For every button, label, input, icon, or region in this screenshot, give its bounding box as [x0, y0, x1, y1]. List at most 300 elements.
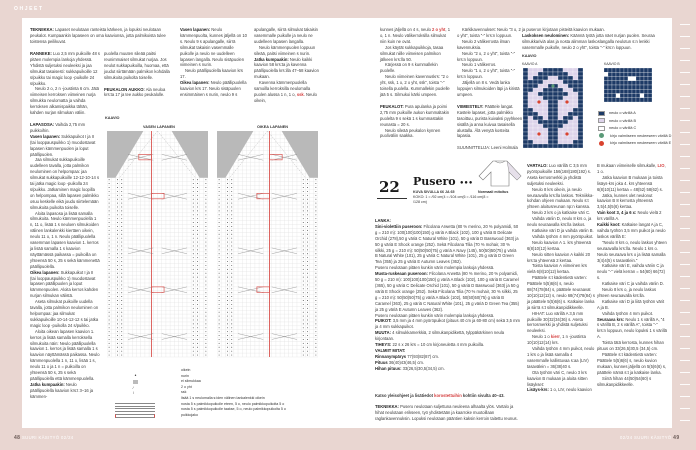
- paragraph-text: Pusero neulotaan pitäen kunkin värin molempia lankoja yhdessä.: [375, 265, 495, 271]
- chart-b-cell: [640, 98, 644, 102]
- purl-mark: [303, 284, 304, 285]
- purl-mark: [205, 304, 206, 305]
- chart-a-cell: [548, 144, 553, 148]
- purl-mark: [117, 327, 118, 328]
- purl-mark: [193, 308, 194, 309]
- size-index-strip: [672, 18, 696, 428]
- paragraph-text: Neulo vielä 2 krs värillä A.: [597, 210, 662, 222]
- chart-a-cell: [553, 112, 558, 116]
- purl-mark: [307, 257, 308, 258]
- chart-a-cell: [553, 140, 558, 144]
- chart-a-cell: [533, 88, 538, 92]
- purl-mark: [219, 355, 220, 356]
- purl-mark: [121, 331, 122, 332]
- chart-b-cell: [636, 68, 640, 72]
- chart-b-cell: [636, 81, 640, 85]
- paragraph-text: kunnes jäljellä on 4 s, neulo: [380, 27, 433, 32]
- purl-mark: [205, 320, 206, 321]
- purl-mark: [197, 242, 198, 243]
- chart-a-cell: [528, 128, 533, 132]
- purl-mark: [219, 226, 220, 227]
- paragraph-text: Sukkapuikot I ja II (tai looppauspuikko 1) muodostavat lapasen päällipuolen ja loput kämmenpuolen. Aloita kerros kahden nurjan silmukan välistä.: [30, 269, 99, 299]
- purl-mark: [197, 218, 198, 219]
- purl-mark: [109, 281, 110, 282]
- chart-b-cell: [608, 85, 612, 89]
- purl-mark: [121, 183, 122, 184]
- chart-a-cell: [543, 108, 548, 112]
- size-tab-divider: [680, 120, 690, 121]
- paragraph-text: Jatka, kunnes olet neulonut kaavion B 8 kerrosta yhteensä 3,5(4,5)5(6) kertaa.: [597, 192, 653, 210]
- chart-a-cell: [573, 76, 578, 80]
- purl-mark: [193, 203, 194, 204]
- chart-a-cell: [533, 92, 538, 96]
- purl-mark: [117, 218, 118, 219]
- purl-mark: [197, 288, 198, 289]
- purl-mark: [117, 355, 118, 356]
- purl-mark: [303, 195, 304, 196]
- purl-mark: [117, 245, 118, 246]
- purl-mark: [193, 284, 194, 285]
- purl-mark: [231, 312, 232, 313]
- purl-mark: [231, 351, 232, 352]
- purl-mark: [303, 199, 304, 200]
- paragraph: [527, 275, 595, 310]
- purl-mark: [315, 226, 316, 227]
- purl-mark: [219, 323, 220, 324]
- chart-a-cell: [578, 88, 583, 92]
- paragraph: [254, 80, 322, 104]
- chart-a-cell: [543, 144, 548, 148]
- colour-legend: [598, 110, 678, 148]
- purl-mark: [193, 222, 194, 223]
- purl-mark: [205, 335, 206, 336]
- chart-b-cell: [620, 94, 624, 98]
- chart-b-cell: [632, 98, 636, 102]
- purl-mark: [109, 179, 110, 180]
- purl-mark: [231, 320, 232, 321]
- purl-mark: [197, 296, 198, 297]
- paragraph-text: Toista tätä kerrosta, kunnes hihan pituus on 33(26,5)30,5 (34,5) cm.: [597, 340, 664, 352]
- materials-block: [375, 218, 520, 372]
- purl-mark: [205, 327, 206, 328]
- size-tab-divider: [680, 264, 690, 265]
- purl-mark: [307, 351, 308, 352]
- chart-a-cell: [558, 120, 563, 124]
- purl-mark: [109, 277, 110, 278]
- purl-mark: [197, 222, 198, 223]
- purl-mark: [205, 351, 206, 352]
- chart-b-cell: [628, 77, 632, 81]
- chart-a-cell: [558, 96, 563, 100]
- chart-a-cell: [548, 128, 553, 132]
- purl-mark: [219, 281, 220, 282]
- purl-mark: [231, 304, 232, 305]
- chart-a-cell: [558, 128, 563, 132]
- chart-a-cell: [548, 88, 553, 92]
- purl-mark: [307, 195, 308, 196]
- chart-a-cell: [578, 132, 583, 136]
- paragraph-text: Neulo 2 o, 2 n -joustinta 6 cm. Jätä viimeisen kerroksen viimeinen nurja silmukka neulomatta ja vaihda kerroksen alkamispaikka tähän, kahden nurjan silmukan väliin.: [30, 86, 99, 116]
- highlight-text: 2 o yht: [432, 27, 446, 32]
- paragraph-lead: Seuraava krs:: [597, 316, 625, 322]
- chart-a-cell: [548, 108, 553, 112]
- chart-b-cell: [620, 68, 624, 72]
- chart-a-cell: [528, 96, 533, 100]
- purl-mark: [121, 284, 122, 285]
- chart-b-cell: [648, 85, 652, 89]
- chart-a-cell: [553, 144, 558, 148]
- chart-a-cell: [553, 88, 558, 92]
- legend-label: ssk: [181, 390, 187, 395]
- chart-a-cell: [548, 140, 553, 144]
- purl-mark: [205, 230, 206, 231]
- purl-mark: [227, 191, 228, 192]
- purl-mark: [117, 273, 118, 274]
- paragraph-text: Neulo viimeinen kavennuskrs: "2 o yht, ssk, 1 o, 2 o yht, ssk", toista "-" toisella puolella. Kummallekin puolelle jää 5 s. Silmukoi kärki umpeen.: [380, 74, 450, 97]
- purl-mark: [193, 355, 194, 356]
- purl-mark: [227, 273, 228, 274]
- purl-mark: [109, 261, 110, 262]
- paragraph: [380, 128, 450, 140]
- purl-mark: [117, 265, 118, 266]
- chart-a-cell: [568, 132, 573, 136]
- purl-mark: [121, 179, 122, 180]
- chart-b-cell: [644, 77, 648, 81]
- chart-b-cell: [640, 85, 644, 89]
- purl-mark: [121, 218, 122, 219]
- paragraph-text: Pusero neulotaan suljettuna neuleena alhaalta ylös. Vartalo ja hihat neulotaan erikseen, työ yhdistetään ja kaarroke muotoillaan raglankavennuksin. Lopuksi neulotaan pääntien kaksin kerroin taitettu reunus.: [375, 404, 518, 421]
- purl-mark: [307, 253, 308, 254]
- purl-mark: [197, 249, 198, 250]
- purl-mark: [219, 199, 220, 200]
- purl-mark: [121, 234, 122, 235]
- purl-mark: [303, 179, 304, 180]
- purl-mark: [303, 230, 304, 231]
- purl-mark: [117, 304, 118, 305]
- purl-mark: [197, 210, 198, 211]
- chart-a-cell: [528, 76, 533, 80]
- chart-a-cell: [578, 84, 583, 88]
- chart-a-cell: [548, 80, 553, 84]
- paragraph: [527, 334, 595, 346]
- purl-mark: [121, 292, 122, 293]
- chart-a-cell: [523, 108, 528, 112]
- purl-mark: [315, 343, 316, 344]
- chart-a-cell: [543, 136, 548, 140]
- purl-mark: [205, 226, 206, 227]
- paragraph-text: Neulo "1 o, 2 o yht", toista "-" krs:n loppuun.: [457, 68, 516, 80]
- purl-mark: [227, 269, 228, 270]
- purl-mark: [307, 300, 308, 301]
- purl-mark: [307, 203, 308, 204]
- chart-a-cell: [568, 144, 573, 148]
- purl-mark: [227, 331, 228, 332]
- paragraph-text: 22 s x 26 krs = 10 cm kirjoneuletta 4 mm puikoilla.: [391, 342, 485, 348]
- chart-a-cell: [533, 68, 538, 72]
- purl-mark: [121, 304, 122, 305]
- purl-mark: [315, 304, 316, 305]
- purl-mark: [315, 300, 316, 301]
- chart-a-cell: [543, 124, 548, 128]
- paragraph: [375, 271, 520, 312]
- purl-mark: [219, 331, 220, 332]
- purl-mark: [205, 343, 206, 344]
- chart-a-cell: [548, 112, 553, 116]
- purl-mark: [227, 210, 228, 211]
- paragraph: [380, 104, 450, 128]
- purl-mark: [231, 230, 232, 231]
- purl-mark: [109, 222, 110, 223]
- purl-mark: [197, 312, 198, 313]
- embroidery-dot-e: [537, 132, 540, 135]
- chart-a-cell: [533, 96, 538, 100]
- size-tab-divider: [680, 396, 690, 397]
- purl-mark: [303, 316, 304, 317]
- chart-b-cell: [640, 77, 644, 81]
- purl-mark: [219, 238, 220, 239]
- purl-mark: [205, 214, 206, 215]
- chart-b-cell: [644, 68, 648, 72]
- purl-mark: [193, 265, 194, 266]
- purl-mark: [193, 210, 194, 211]
- chart-a-cell: [578, 112, 583, 116]
- chart-a-cell: [573, 128, 578, 132]
- purl-mark: [193, 320, 194, 321]
- purl-mark: [117, 292, 118, 293]
- chart-a-cell: [568, 68, 573, 72]
- purl-mark: [219, 218, 220, 219]
- paragraph-text: Kärjessä on 9 s kummallekin puolelle.: [380, 62, 438, 74]
- purl-mark: [219, 203, 220, 204]
- purl-mark: [227, 179, 228, 180]
- chart-a-cell: [558, 104, 563, 108]
- purl-mark: [219, 288, 220, 289]
- chart-a-cell: [523, 132, 528, 136]
- purl-mark: [231, 273, 232, 274]
- purl-mark: [117, 238, 118, 239]
- purl-mark: [197, 284, 198, 285]
- purl-mark: [117, 351, 118, 352]
- chart-a-cell: [568, 84, 573, 88]
- purl-mark: [121, 226, 122, 227]
- purl-mark: [117, 339, 118, 340]
- purl-mark: [205, 284, 206, 285]
- size-tab-divider: [680, 84, 690, 85]
- left-column-1: [30, 51, 100, 400]
- purl-mark: [231, 288, 232, 289]
- purl-mark: [315, 281, 316, 282]
- paragraph-text: Pusero neulotaan pitäen kunkin värin molempia lankoja yhdessä.: [375, 312, 495, 318]
- chart-a-cell: [528, 88, 533, 92]
- chart-b-cell: [604, 98, 608, 102]
- purl-mark: [227, 207, 228, 208]
- paragraph-text: Neulo 2 krs o ja katkaise väri C.: [532, 210, 591, 216]
- paragraph-text: HIHAT: Luo värillä A 3,5 mm puikoille 30(32)34(36) s. Aseta kerrosmerkki ja yhdistä suljetuksi neuleeksi.: [527, 310, 588, 334]
- chart-a-cell: [528, 120, 533, 124]
- chart-a-cell: [578, 76, 583, 80]
- purl-mark: [109, 320, 110, 321]
- left-mitten-chart: [107, 131, 208, 361]
- paragraph: [380, 27, 450, 45]
- purl-mark: [193, 183, 194, 184]
- purl-mark: [227, 234, 228, 235]
- purl-mark: [205, 296, 206, 297]
- purl-mark: [307, 210, 308, 211]
- legend-label: lisää 1 s neulomalla s:iden välinen lankalenkki oikein: [181, 395, 265, 400]
- paragraph-text: Jatka kaavion B mukaan ja toista lisäys-krs joka 4. krs yhteensä 6(8)10(11) kertaa = 48(52) 58(62) s.: [597, 174, 663, 192]
- paragraph-lead: Oikea lapanen:: [180, 80, 210, 86]
- purl-mark: [197, 187, 198, 188]
- purl-mark: [205, 273, 206, 274]
- general-notice: [375, 393, 520, 399]
- purl-mark: [193, 218, 194, 219]
- purl-mark: [315, 347, 316, 348]
- purl-mark: [205, 347, 206, 348]
- purl-mark: [315, 191, 316, 192]
- paragraph: [597, 210, 667, 222]
- purl-mark: [219, 222, 220, 223]
- purl-mark: [307, 187, 308, 188]
- chart-a-cell: [558, 84, 563, 88]
- chart-b-cell: [620, 77, 624, 81]
- chart-b-title: KAAVIO B: [604, 62, 620, 66]
- purl-mark: [231, 191, 232, 192]
- purl-mark: [205, 218, 206, 219]
- chart-b-cell: [648, 98, 652, 102]
- chart-a-cell: [563, 140, 568, 144]
- purl-mark: [227, 238, 228, 239]
- purl-mark: [307, 323, 308, 324]
- purl-mark: [197, 214, 198, 215]
- k2tog-icon: ⁄: [133, 385, 134, 390]
- purl-mark: [303, 234, 304, 235]
- chart-b-cell: [608, 68, 612, 72]
- size-tab-divider: [680, 156, 690, 157]
- purl-mark: [205, 339, 206, 340]
- purl-mark: [205, 261, 206, 262]
- paragraph-text: Neulo 8 krs oikein, ja neulo seuraavalla krs:lla laskos. Tekniikka-kohdan ohjeen mukaan. Neulo s:t yhteen aloitusreunan np:n kanssa.: [527, 186, 594, 210]
- purl-mark: [121, 320, 122, 321]
- chart-b-cell: [632, 81, 636, 85]
- chart-a-cell: [568, 108, 573, 112]
- purl-mark: [231, 222, 232, 223]
- paragraph: [375, 224, 520, 265]
- purl-mark: [303, 242, 304, 243]
- chart-b-cell: [624, 68, 628, 72]
- size-tab-divider: [680, 144, 690, 145]
- chart-b-cell: [648, 72, 652, 76]
- purl-mark: [109, 284, 110, 285]
- purl-mark: [193, 269, 194, 270]
- chart-a-cell: [538, 92, 543, 96]
- chart-a-cell: [573, 84, 578, 88]
- paragraph: [597, 240, 667, 264]
- paragraph: [30, 382, 100, 400]
- purl-mark: [117, 284, 118, 285]
- chart-a-cell: [573, 80, 578, 84]
- purl-mark: [121, 187, 122, 188]
- paragraph-text: Filcolana Arwetta (80 % merino, 20 % polyamidi, 50 g = 210 m): 100(100)100(150) g väriä A Black (102), 100 g väriä B Caramel (365), 50 g väriä C Delicate Orchid (101), 50 g väriä D Basswood (363) ja 50 g väriä E Shock orange (252). Sekä Filcolana Tilia (70 % mohair, 30 % silkki, 25 g = 210 m): 50(50)50(75) g väriä A Black (102), 50(50)50(75) g väriä B Caramel (363), 25 g väriä C Natural White (101), 25 g väriä D Green Tea (355) ja 25 g väriä E Autumn Leaves (362).: [375, 271, 519, 312]
- purl-mark: [315, 269, 316, 270]
- legend-row: [598, 133, 678, 141]
- chart-a-cell: [528, 68, 533, 72]
- paragraph-text: Neulo 1 o: [532, 334, 551, 340]
- purl-mark: [315, 331, 316, 332]
- size-tab-divider: [680, 420, 690, 421]
- purl-mark: [307, 234, 308, 235]
- chart-b-cell: [624, 72, 628, 76]
- chart-a-cell: [533, 80, 538, 84]
- purl-mark: [205, 203, 206, 204]
- paragraph: [457, 68, 523, 80]
- colour-swatch-icon: [598, 111, 605, 116]
- purl-mark: [303, 300, 304, 301]
- purl-mark: [307, 226, 308, 227]
- purl-mark: [307, 343, 308, 344]
- paragraph-text: puolella muuten sileää paitsi reunimmaiset silmukat nurjaa. Jos neulot sukkapuikoilla, huomaa, että joudut siirtämään palmikon kohdalla silmukoita puikolta toiselle.: [104, 51, 170, 80]
- chart-a-cell: [523, 144, 528, 148]
- chart-b-cell: [608, 89, 612, 93]
- purl-mark: [117, 323, 118, 324]
- purl-mark: [121, 249, 122, 250]
- paragraph-text: Neulo päällipuolella kaavion krs 17.: [180, 68, 244, 80]
- chart-b-cell: [620, 98, 624, 102]
- paragraph-text: 36(40)43(46,5) cm.: [387, 359, 425, 365]
- paragraph-text: "Neulo 8 krs o, neulo laskos yhteen seuraavalla krs:lla. Neulo 1 krs o. Neulo seuraava krs o ja lisää samalla 3(4)4(5) s tasavälein.": [597, 239, 667, 263]
- chart-a-cell: [553, 124, 558, 128]
- purl-mark: [219, 207, 220, 208]
- purl-mark: [193, 312, 194, 313]
- chart-b-cell: [604, 77, 608, 81]
- purl-mark: [121, 265, 122, 266]
- purl-mark: [307, 218, 308, 219]
- purl-mark: [197, 355, 198, 356]
- purl-mark: [117, 269, 118, 270]
- chart-b-cell: [632, 94, 636, 98]
- purl-mark: [193, 214, 194, 215]
- chart-b-cell: [624, 85, 628, 89]
- paragraph-text: Kärkikavennukset: Neulo "3 o, 2 o yht", toista "-" krs:n loppuun.: [457, 27, 521, 38]
- chart-a-cell: [578, 108, 583, 112]
- purl-mark: [121, 199, 122, 200]
- size-tab-divider: [680, 240, 690, 241]
- chart-a-cell: [538, 144, 543, 148]
- purl-mark: [231, 269, 232, 270]
- chart-a-cell: [568, 76, 573, 80]
- size-tab-divider: [680, 180, 690, 181]
- paragraph: [597, 376, 667, 388]
- right-page-number: 49: [673, 435, 680, 441]
- purl-mark: [109, 203, 110, 204]
- chart-a-cell: [533, 120, 538, 124]
- purl-mark: [231, 257, 232, 258]
- chart-a-cell: [538, 76, 543, 80]
- purl-mark: [117, 179, 118, 180]
- paragraph-text: Ota työhön väri C, neulo 3 krs kaavion B mukaan ja aloita sitten lisäykset:: [527, 369, 588, 387]
- chart-a-cell: [548, 104, 553, 108]
- purl-mark: [231, 218, 232, 219]
- purl-mark: [227, 304, 228, 305]
- paragraph-lead: TIHEYS:: [375, 342, 392, 348]
- paragraph-text: Neulo 1 välikerros.: [462, 62, 497, 68]
- chart-a-cell: [573, 100, 578, 104]
- chart-b-cell: [616, 81, 620, 85]
- purl-mark: [315, 199, 316, 200]
- paragraph-text: , 1 o.: [597, 163, 666, 174]
- purl-mark: [117, 331, 118, 332]
- chart-a-cell: [553, 96, 558, 100]
- purl-mark: [193, 292, 194, 293]
